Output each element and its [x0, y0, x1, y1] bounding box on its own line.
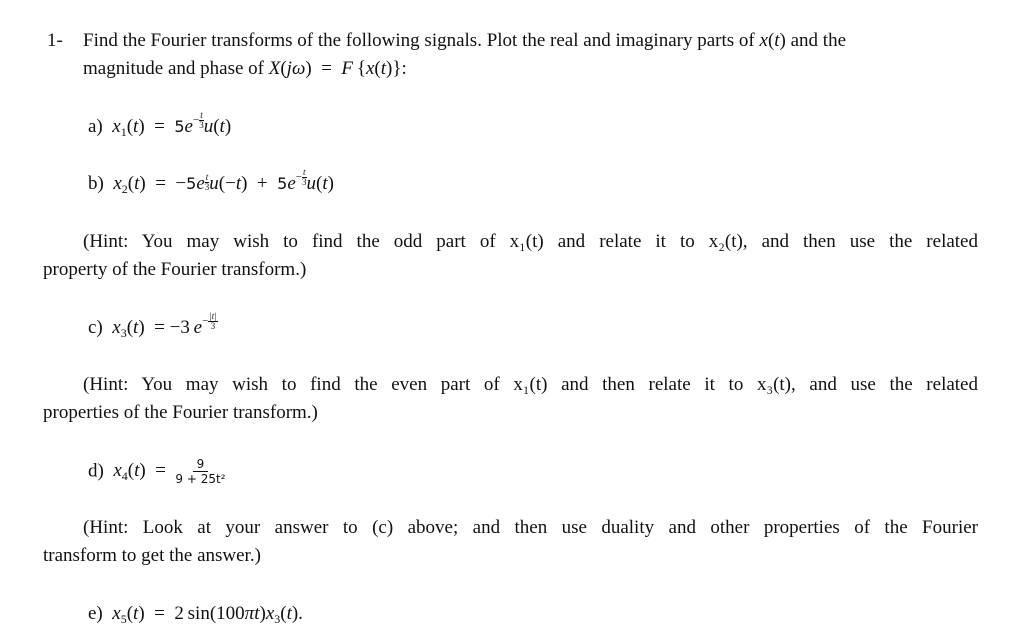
part-a-equation: $x_1(t) = 5e-$ $\frac{t}{3}$ u(t) — [112, 109, 232, 139]
hint-b-line1: (Hint: You may wish to find the odd part of x₁(t) and relate it to x₂(t), and then use the related — [83, 231, 978, 252]
part-d-label: d) — [88, 460, 104, 482]
hint-d-line2: transform to get the answer.) — [43, 545, 261, 566]
d-denominator: 9 + 25t² — [175, 472, 226, 486]
part-c-label: c) — [88, 317, 103, 338]
problem-statement-line2 — [83, 58, 407, 80]
part-d-equation: $x_4(t)$ = $\frac{9}{\text{9 + 25t²}}$ — [113, 457, 226, 486]
hint-c-line2: properties of the Fourier transform.) — [43, 402, 318, 423]
statement-text: Find the Fourier transforms of the following signals. Plot the real and imaginary parts of — [83, 30, 755, 51]
hint-d-line1: (Hint: Look at your answer to (c) above; and then use duality and other properties of the Fourier — [83, 517, 978, 538]
statement-text-2: magnitude and phase of — [83, 58, 264, 79]
part-e-equation: $x_5(t) = 2$ $\sin(100\pi t)x_3(t)$. — [112, 603, 303, 626]
problem-statement-line1 — [83, 30, 846, 52]
part-b-equation: $x_2(t) = -5e$ $\frac{t}{3}$ u(−t) + 5e− $\frac{t}{3}$ u(t) — [113, 166, 334, 196]
part-e-label: e) — [88, 603, 103, 624]
part-b — [88, 166, 334, 201]
part-c — [88, 310, 218, 340]
xt-symbol: x(t) — [759, 30, 786, 51]
part-a — [88, 109, 232, 139]
hint-c-line1: (Hint: You may wish to find the even part of x₁(t) and then relate it to x₃(t), and use the related — [83, 374, 978, 395]
part-e — [88, 603, 303, 625]
part-b-label: b) — [88, 173, 104, 194]
statement-end: and the — [790, 30, 847, 51]
part-c-equation: $x_3(t) = -3$ e− $\frac{|t|}{3}$ — [112, 310, 217, 340]
part-d — [88, 458, 226, 486]
problem-number: 1- — [47, 30, 63, 51]
hint-b-line2: property of the Fourier transform.) — [43, 259, 307, 280]
d-fraction — [175, 458, 225, 486]
Xjw-expression: X(jω) = F {x(t)}: — [268, 58, 407, 79]
d-numerator: 9 — [193, 458, 209, 472]
part-a-label: a) — [88, 116, 103, 137]
colon: : — [401, 58, 407, 79]
fourier-operator: F — [341, 58, 354, 79]
